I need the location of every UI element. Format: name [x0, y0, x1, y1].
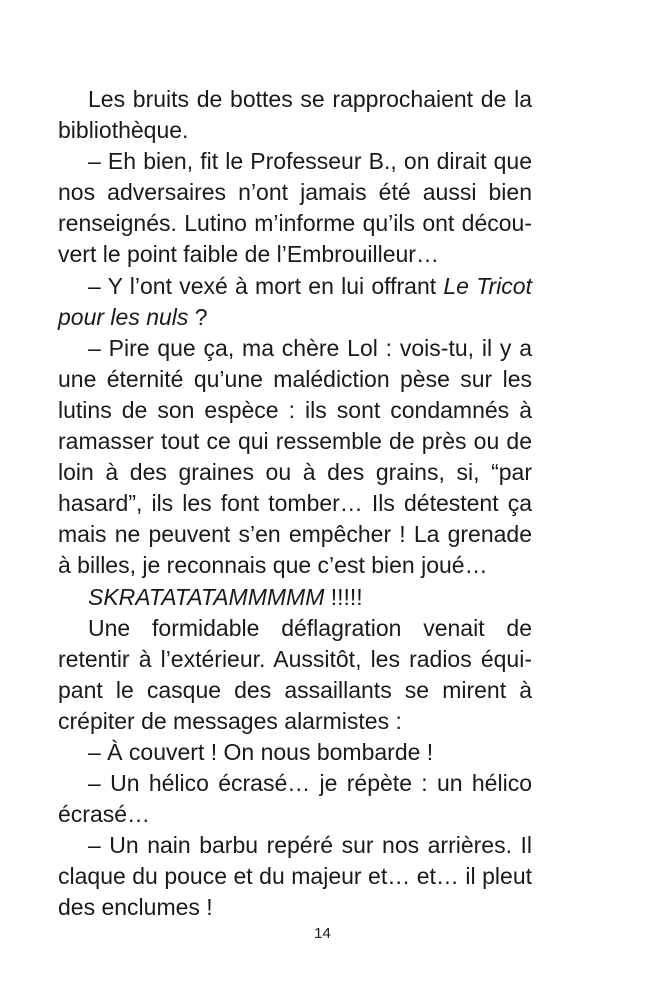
- paragraph: Les bruits de bottes se rapprochaient de la bibliothèque.: [58, 86, 532, 144]
- paragraph-text: !!!!!: [324, 583, 363, 610]
- paragraph-text: – Y l’ont vexé à mort en lui offrant: [88, 272, 444, 299]
- page-number: 14: [314, 925, 331, 942]
- paragraph: – À couvert ! On nous bombarde !: [88, 738, 434, 765]
- paragraph-text: ?: [188, 303, 208, 330]
- onomatopoeia: SKRATATATAMMMMM: [88, 583, 325, 610]
- paragraph: [58, 582, 532, 613]
- paragraph: Une formidable déflagration venait de retentir à l’extérieur. Aussitôt, les radios équipant le casque des assaillants se mirent à crépiter de messages alarmistes :: [58, 614, 532, 734]
- book-title: Le Tricot pour les nuls: [58, 272, 532, 330]
- paragraph: – Pire que ça, ma chère Lol : vois-tu, il y a une éternité qu’une malédiction pèse sur les lutins de son espèce : ils sont condamnés à ramasser tout ce qui ressemble de près ou de loin à des graines ou à des grains, si, “par hasard”, ils les font tomber… Ils détestent ça mais ne peuvent s’en empêcher ! La grenade à billes, je reconnais que c’est bien joué…: [58, 334, 532, 579]
- paragraph: – Eh bien, fit le Professeur B., on dirait que nos adversaires n’ont jamais été aussi bien renseignés. Lutino m’informe qu’ils ont découvert le point faible de l’Embrouilleur…: [58, 148, 532, 268]
- paragraph: – Un nain barbu repéré sur nos arrières. Il claque du pouce et du majeur et… et… il pleut des enclumes !: [58, 832, 532, 921]
- paragraph: [58, 271, 532, 333]
- page-body: [58, 84, 532, 924]
- paragraph: – Un hélico écrasé… je répète : un hélico écrasé…: [58, 770, 532, 828]
